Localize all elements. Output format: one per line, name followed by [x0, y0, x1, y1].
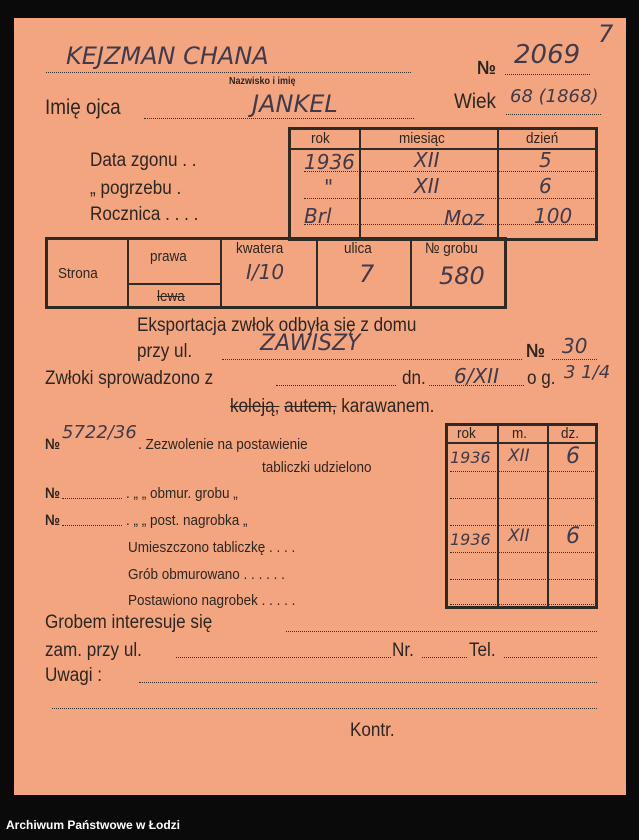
- plaque-month: XII: [508, 526, 530, 546]
- death-day: 5: [539, 148, 552, 172]
- permit-line6: Grób obmurowano . . . . . .: [128, 566, 285, 583]
- burial-day: 6: [539, 174, 552, 198]
- number-corner: 7: [598, 20, 614, 48]
- hour-value: 3 1/4: [564, 362, 611, 383]
- grave-no-label: № grobu: [425, 240, 478, 257]
- address-label: zam. przy ul.: [45, 640, 142, 661]
- permit-line2: tabliczki udzielono: [262, 459, 372, 476]
- street-value: 7: [359, 260, 375, 288]
- death-year: 1936: [304, 150, 355, 174]
- name-caption: Nazwisko i imię: [229, 76, 296, 87]
- age-value: 68 (1868): [510, 86, 599, 107]
- interested-label: Grobem interesuje się: [45, 612, 213, 633]
- transport-car: autem,: [284, 396, 337, 417]
- col-miesiac: miesiąc: [399, 130, 445, 147]
- day-value: 6/XII: [454, 364, 499, 388]
- anniv-day: 100: [534, 204, 573, 228]
- control-label: Kontr.: [350, 720, 395, 741]
- row-label-anniversary: Rocznica . . . .: [90, 204, 199, 225]
- plaque-day: 6: [566, 524, 580, 549]
- house-no-value: 30: [562, 334, 588, 358]
- permit-no-value: 5722/36: [62, 422, 137, 443]
- permit-line3: . „ „ obmur. grobu „: [126, 485, 238, 502]
- permits-col-m: m.: [512, 425, 528, 442]
- father-value: JANKEL: [252, 90, 338, 118]
- permit-year: 1936: [450, 448, 491, 467]
- row-label-death: Data zgonu . .: [90, 150, 197, 171]
- permit-no-label-3: №: [45, 512, 61, 529]
- father-label: Imię ojca: [45, 96, 121, 119]
- permit-line7: Postawiono nagrobek . . . . .: [128, 592, 296, 609]
- brought-label: Zwłoki sprowadzono z: [45, 368, 214, 389]
- transport-hearse: karawanem.: [341, 396, 435, 417]
- hour-label: o g.: [527, 368, 556, 389]
- transport-rail: koleją,: [230, 396, 280, 417]
- grave-no-value: 580: [439, 262, 485, 290]
- number-value: 2069: [514, 40, 581, 70]
- number-label: №: [477, 58, 497, 79]
- street-label: ulica: [344, 240, 372, 257]
- permit-line4: . „ „ post. nagrobka „: [126, 512, 248, 529]
- tel-label: Tel.: [469, 640, 496, 661]
- permit-line1: . Zezwolenie na postawienie: [138, 436, 308, 453]
- name-value: KEJZMAN CHANA: [66, 42, 269, 70]
- side-right: prawa: [150, 248, 187, 265]
- street-line-value: ZAWISZY: [260, 331, 361, 356]
- permit-month: XII: [508, 446, 530, 466]
- quarter-label: kwatera: [236, 240, 284, 257]
- permit-day: 6: [566, 444, 580, 469]
- nr-label: Nr.: [392, 640, 414, 661]
- age-label: Wiek: [454, 90, 497, 113]
- day-label: dn.: [402, 368, 426, 389]
- permit-line5: Umieszczono tabliczkę . . . .: [128, 539, 296, 556]
- quarter-value: I/10: [246, 260, 285, 284]
- side-left: lewa: [157, 288, 185, 305]
- side-label: Strona: [58, 265, 98, 282]
- house-no-label: №: [526, 341, 546, 362]
- burial-month: XII: [414, 174, 440, 198]
- permit-no-label-2: №: [45, 485, 61, 502]
- export-line: Eksportacja zwłok odbyła się z domu: [137, 315, 417, 336]
- death-month: XII: [414, 148, 440, 172]
- burial-year: ": [324, 175, 334, 199]
- plaque-year: 1936: [450, 530, 491, 549]
- permits-col-rok: rok: [457, 425, 476, 442]
- col-dzien: dzień: [526, 130, 559, 147]
- permit-no-label: №: [45, 436, 61, 453]
- anniv-year: Brl: [304, 204, 332, 228]
- col-rok: rok: [311, 130, 330, 147]
- burial-record-card: [14, 18, 626, 795]
- remarks-label: Uwagi :: [45, 665, 103, 686]
- street-line-label: przy ul.: [137, 341, 193, 362]
- permits-col-dz: dz.: [561, 425, 580, 442]
- anniv-month: Moz: [444, 206, 484, 230]
- archive-footer: Archiwum Państwowe w Łodzi: [6, 818, 181, 832]
- row-label-burial: „ pogrzebu .: [90, 178, 182, 199]
